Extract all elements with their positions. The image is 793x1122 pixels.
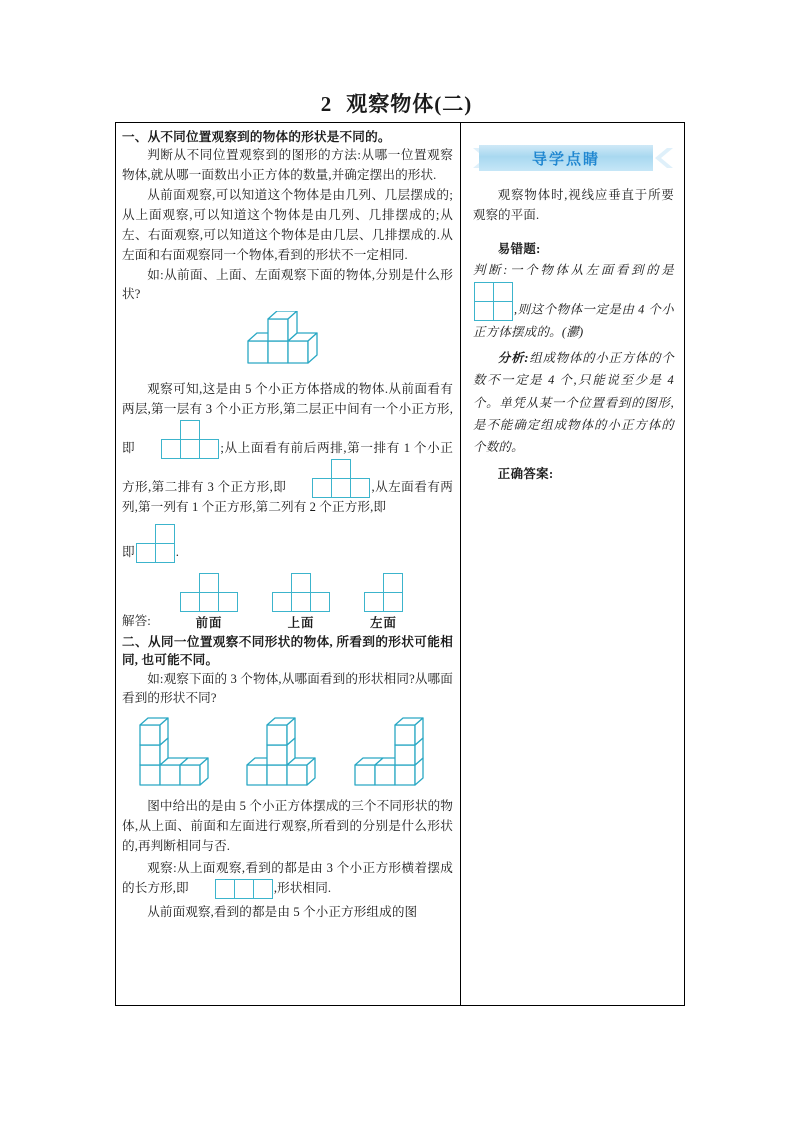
- tip-banner-label: 导学点睛: [531, 149, 600, 168]
- page-title: [0, 88, 793, 118]
- tip-banner-body: [479, 145, 653, 171]
- shape-front-view-inline: [136, 420, 219, 459]
- answer-top-label: 上面: [287, 615, 315, 631]
- analysis-block: [473, 347, 674, 459]
- tip-banner: [469, 145, 674, 171]
- analysis-heading: 分析:: [497, 350, 529, 365]
- wrongq-text-1: 判断:一个物体从左面看到的是: [473, 263, 674, 278]
- section-2-heading: 二、从同一位置观察不同形状的物体, 所看到的形状可能相同, 也可能不同。: [122, 635, 453, 668]
- shape-grid: [180, 573, 238, 612]
- p4-text-4: .: [175, 545, 179, 560]
- shape-grid: [136, 524, 175, 563]
- answer-front: [180, 573, 238, 631]
- solid-figure-example: [122, 311, 453, 376]
- wrong-question-heading: 易错题:: [497, 242, 541, 257]
- section-1-paragraph-3: 如:从前面、上面、左面观察下面的物体,分别是什么形状?: [122, 267, 453, 302]
- solid-figure-1-svg: [132, 717, 228, 791]
- left-column: [116, 123, 461, 1005]
- answer-top: [272, 573, 330, 631]
- jieda-label: 解答:: [122, 614, 151, 629]
- wrong-question-text: [473, 259, 674, 343]
- section-1-paragraph-2: 从前面观察,可以知道这个物体是由几列、几层摆成的;从上面观察,可以知道这个物体是由几列、几排摆成的;从左、右面观察,可以知道这个物体是由几层、几排摆成的.从左面和右面观察同一个物体,看到的形状不一定相同.: [122, 188, 453, 262]
- shape-grid: [161, 420, 219, 459]
- right-column: [461, 123, 684, 1005]
- shape-grid: [474, 282, 513, 321]
- answer-left: [364, 573, 403, 631]
- p4-text-1: 观察可知,这是由 5 个小正方体搭成的物体.从前面看有两层,第一层有 3 个小正方形,第二层正中间有一个小正方形,即: [122, 382, 453, 456]
- shape-left-view-inline: [136, 524, 175, 563]
- analysis-text: 组成物体的小正方体的个数不一定是 4 个,只能说至少是 4 个。单凭从某一个位置看到的图形,是不能确定组成物体的小正方体的个数的。: [473, 350, 674, 455]
- solid-figure-2-svg: [239, 717, 335, 791]
- shape-front-view: [180, 573, 238, 612]
- section-2-paragraph-3: [122, 859, 453, 899]
- solid-5-cubes-svg: [234, 311, 342, 371]
- section-2-paragraph-4: 从前面观察,看到的都是由 5 个小正方形组成的图: [147, 904, 418, 919]
- shape-2x2-grid-inline: [474, 282, 513, 321]
- section-1-paragraph-1: 判断从不同位置观察到的图形的方法:从哪一位置观察物体,就从哪一面数出小正方体的数量,并确定摆出的形状.: [122, 148, 453, 183]
- chapter-number: 2: [320, 92, 333, 116]
- correct-answer-heading: 正确答案:: [497, 467, 554, 482]
- solid-figure-3-svg: [347, 717, 443, 791]
- section-2-paragraph-1: 如:观察下面的 3 个物体,从哪面看到的形状相同?从哪面看到的形状不同?: [122, 671, 453, 706]
- content-frame: [115, 122, 685, 1006]
- shape-grid: [215, 879, 273, 899]
- section-1-heading: 一、从不同位置观察到的物体的形状是不同的。: [122, 130, 391, 144]
- p7-text-2: ,形状相同.: [273, 881, 332, 895]
- tip-text: 观察物体时,视线应垂直于所要观察的平面.: [473, 188, 674, 223]
- p4-text-2: ;从上面看有前后两排,第一排有 1 个小正方形,第二排有 3 个正方形,即: [122, 441, 453, 495]
- shape-grid: [312, 459, 370, 498]
- shape-top-view: [272, 573, 330, 612]
- shape-grid: [364, 573, 403, 612]
- answer-left-label: 左面: [370, 615, 397, 631]
- answers-row: [122, 573, 453, 631]
- section-1-paragraph-4b: [122, 524, 453, 563]
- shape-top-view-inline: [287, 459, 370, 498]
- ji-label: 即: [122, 545, 135, 560]
- shape-left-view: [364, 573, 403, 612]
- section-1-paragraph-4a: [122, 380, 453, 518]
- chapter-title-text: 观察物体(二): [346, 92, 473, 116]
- section-2-paragraph-2: 图中给出的是由 5 个小正方体摆成的三个不同形状的物体,从上面、前面和左面进行观察,所看到的分别是什么形状的,再判断相同与否.: [122, 799, 453, 854]
- shape-grid: [272, 573, 330, 612]
- shape-rect-3-inline: [190, 879, 273, 899]
- solid-figures-row: [126, 717, 449, 791]
- wrongq-text-2: ,则这个物体一定是由 4 个小正方体摆成的。(灪): [473, 302, 674, 339]
- answer-front-label: 前面: [195, 615, 223, 631]
- p4-text-3: ,从左面看有两列,第一列有 1 个正方形,第二列有 2 个正方形,即: [122, 480, 453, 515]
- p7-text-1: 观察:从上面观察,看到的都是由 3 个小正方形横着摆成的长方形,即: [122, 861, 453, 895]
